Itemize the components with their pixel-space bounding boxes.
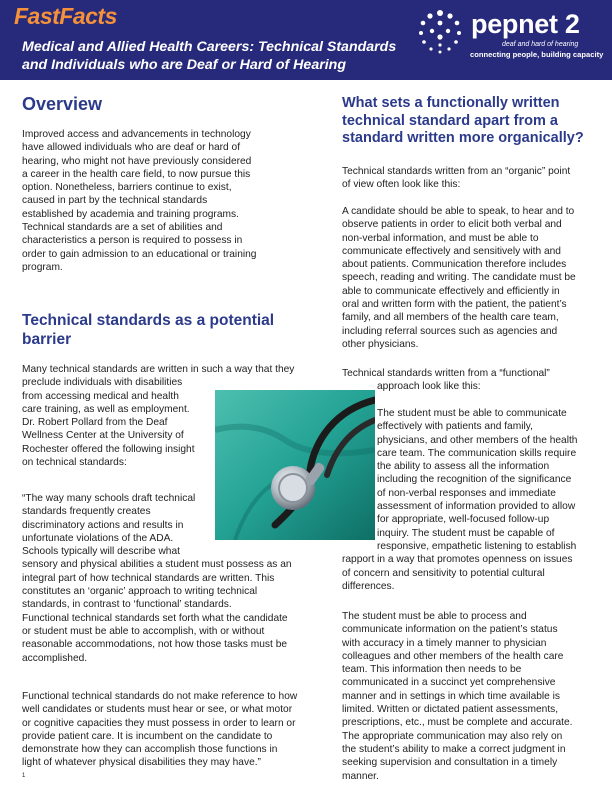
- barrier-line: from accessing medical and health: [22, 390, 179, 402]
- title-line-2: and Individuals who are Deaf or Hard of Hearing: [22, 57, 347, 73]
- barrier-line: Rochester offered the following insight: [22, 443, 195, 455]
- process-line: the student’s ability to make a correct judgment in: [342, 743, 566, 755]
- paragraph-line: Functional technical standards do not make reference to how: [22, 691, 298, 702]
- functional-line: of non-verbal responses and immediate: [377, 487, 556, 499]
- quote-line: standards, in contrast to ‘functional’ standards.: [22, 599, 232, 611]
- paragraph-line: [22, 756, 297, 783]
- organic-intro-line: Technical standards written from an “organic” point: [342, 166, 571, 177]
- process-line: colleagues and other members of the health care: [342, 650, 564, 662]
- functional-line: differences.: [342, 580, 395, 592]
- comparison-heading: [342, 95, 584, 148]
- barrier-heading-line-1: Technical standards as a potential: [22, 312, 275, 329]
- overview-paragraph: [22, 128, 256, 274]
- functional-intro: [342, 367, 550, 394]
- overview-line: caused in part by the technical standards: [22, 195, 208, 207]
- functional-standards-paragraph: [22, 690, 297, 783]
- functional-intro-line: approach look like this:: [377, 381, 481, 393]
- functional-line: the ability to assess all the information: [377, 461, 550, 473]
- functional-line: care team. The communication skills require: [377, 447, 577, 459]
- overview-heading: Overview: [22, 94, 103, 114]
- organic-line: communicate effectively and sensitively with and: [342, 245, 561, 257]
- fastfacts-logo: FastFacts: [14, 3, 117, 29]
- barrier-heading: [22, 311, 274, 349]
- footnote-mark: 1: [22, 772, 26, 779]
- overview-line: option. Nonetheless, barriers continue to exist,: [22, 182, 232, 194]
- quote-line: Schools typically will describe what: [22, 546, 180, 558]
- process-line: with accuracy in a timely manner to physician: [342, 637, 547, 649]
- overview-line: hearing, who might not have previously considered: [22, 155, 252, 167]
- stethoscope-photo: [215, 390, 375, 540]
- pepnet-subtitle: deaf and hard of hearing: [502, 41, 579, 48]
- organic-line: non-verbal information, and must be able to: [342, 232, 539, 244]
- quote-line: accomplished.: [22, 652, 88, 664]
- header-banner: [0, 0, 612, 80]
- process-line: communicated in a succinct yet comprehensive: [342, 677, 556, 689]
- organic-line: able to communicate effectively and efficiently in: [342, 285, 560, 297]
- functional-line: assessment of information provided to allow: [377, 501, 576, 513]
- process-line: The appropriate communication may also rely on: [342, 730, 563, 742]
- overview-line: Improved access and advancements in technology: [22, 129, 251, 140]
- functional-line: of concern and sensitivity to potential cultural: [342, 567, 545, 579]
- functional-line: effectively with patients and family,: [377, 421, 533, 433]
- paragraph-line: or cognitive capacities they must possess in order to learn or: [22, 717, 296, 729]
- comparison-heading-line-1: What sets a functionally written: [342, 95, 560, 111]
- barrier-line: Many technical standards are written in such a way that they: [22, 364, 295, 375]
- process-line: team. This information then needs to be: [342, 664, 522, 676]
- barrier-heading-line-2: barrier: [22, 331, 72, 348]
- process-paragraph: [342, 610, 572, 783]
- comparison-heading-line-2: technical standard apart from a: [342, 112, 558, 129]
- functional-line: The student must be able to communicate: [377, 408, 567, 419]
- quote-line: unfortunate violations of the ADA.: [22, 532, 174, 544]
- quote-line: constitutes an ‘organic’ approach to writing technical: [22, 586, 258, 598]
- overview-line: order to gain admission to an educational or training: [22, 248, 257, 260]
- overview-line: program.: [22, 261, 63, 273]
- last-line-text: light of whatever physical disabilities they may have.”: [22, 757, 261, 769]
- overview-line: established by academia and training programs.: [22, 208, 239, 220]
- barrier-line: Wellness Center at the University of: [22, 430, 184, 442]
- organic-line: oral and written form with the patient, the patient’s: [342, 299, 567, 311]
- overview-line: a career in the health care field, to now pursue this: [22, 168, 251, 180]
- barrier-line: on technical standards:: [22, 457, 127, 469]
- organic-example: [342, 205, 576, 351]
- paragraph-line: demonstrate how they can accomplish those functions in: [22, 744, 278, 756]
- quote-line: reasonable accommodations, not how those tasks must be: [22, 639, 288, 651]
- process-line: seeking supervision and consultation in a timely: [342, 757, 558, 769]
- quote-line: sensory and physical abilities a student must possess as an: [22, 559, 292, 571]
- organic-line: about patients. Communication therefore includes: [342, 259, 567, 271]
- quote-line: integral part of how technical standards are written. This: [22, 572, 275, 584]
- quote-line: Functional technical standards set forth what the candidate: [22, 612, 288, 624]
- barrier-line: Dr. Robert Pollard from the Deaf: [22, 417, 168, 429]
- organic-line: including referral sources such as agencies and: [342, 325, 558, 337]
- process-line: limited. Written or dictated patient assessments,: [342, 704, 559, 716]
- organic-intro: [342, 165, 570, 192]
- functional-example: [342, 407, 578, 593]
- overview-line: Technical standards are a set of abilities and: [22, 222, 223, 234]
- organic-line: speech, reading and writing. The candidate must be: [342, 272, 576, 284]
- organic-line: A candidate should be able to speak, to hear and to: [342, 206, 575, 217]
- overview-line: characteristics a person is required to possess in: [22, 235, 243, 247]
- quote-line: or student must be able to accomplish, with or without: [22, 625, 265, 637]
- paragraph-line: well candidates or students must hear or see, or what motor: [22, 704, 293, 716]
- functional-line: including the recognition of the significance: [377, 474, 572, 486]
- organic-line: other physicians.: [342, 338, 419, 350]
- process-line: prescriptions, etc., must be complete and accurate.: [342, 717, 573, 729]
- quote-line: “The way many schools draft technical: [22, 493, 196, 504]
- process-line: manner.: [342, 770, 379, 782]
- barrier-line: preclude individuals with disabilities: [22, 377, 183, 389]
- functional-line: rapport in a way that promotes openness on issues: [342, 554, 573, 566]
- title-line-1: Medical and Allied Health Careers: Technical Standards: [22, 39, 397, 55]
- functional-line: responsive, empathetic listening to establish: [377, 540, 577, 552]
- pepnet-dots-icon: [417, 9, 463, 55]
- barrier-line: care training, as well as employment.: [22, 403, 190, 415]
- functional-line: physicians, and other members of the health: [377, 434, 578, 446]
- quote-line: discriminatory actions and results in: [22, 519, 184, 531]
- overview-line: have allowed individuals who are deaf or hard of: [22, 142, 241, 154]
- pepnet-wordmark: pepnet 2: [471, 9, 580, 39]
- process-line: communicate information on the patient’s status: [342, 624, 558, 636]
- process-line: The student must be able to process and: [342, 611, 527, 622]
- organic-line: observe patients in order to elicit both verbal and: [342, 219, 562, 231]
- process-line: manner and in settings in which time available is: [342, 690, 561, 702]
- functional-line: inquiry. The student must be capable of: [377, 527, 555, 539]
- document-title: [22, 38, 432, 74]
- paragraph-line: provide patient care. It is incumbent on the candidate to: [22, 730, 273, 742]
- quote-line: standards frequently creates: [22, 506, 151, 518]
- organic-line: family, and all members of the health care team,: [342, 312, 559, 324]
- functional-intro-line: Technical standards written from a “functional”: [342, 368, 550, 379]
- functional-line: for appropriate, well-focused follow-up: [377, 514, 550, 526]
- comparison-heading-line-3: standard written more organically?: [342, 130, 584, 146]
- pepnet-tagline: connecting people, building capacity: [470, 50, 604, 59]
- organic-intro-line: of view often look like this:: [342, 179, 461, 191]
